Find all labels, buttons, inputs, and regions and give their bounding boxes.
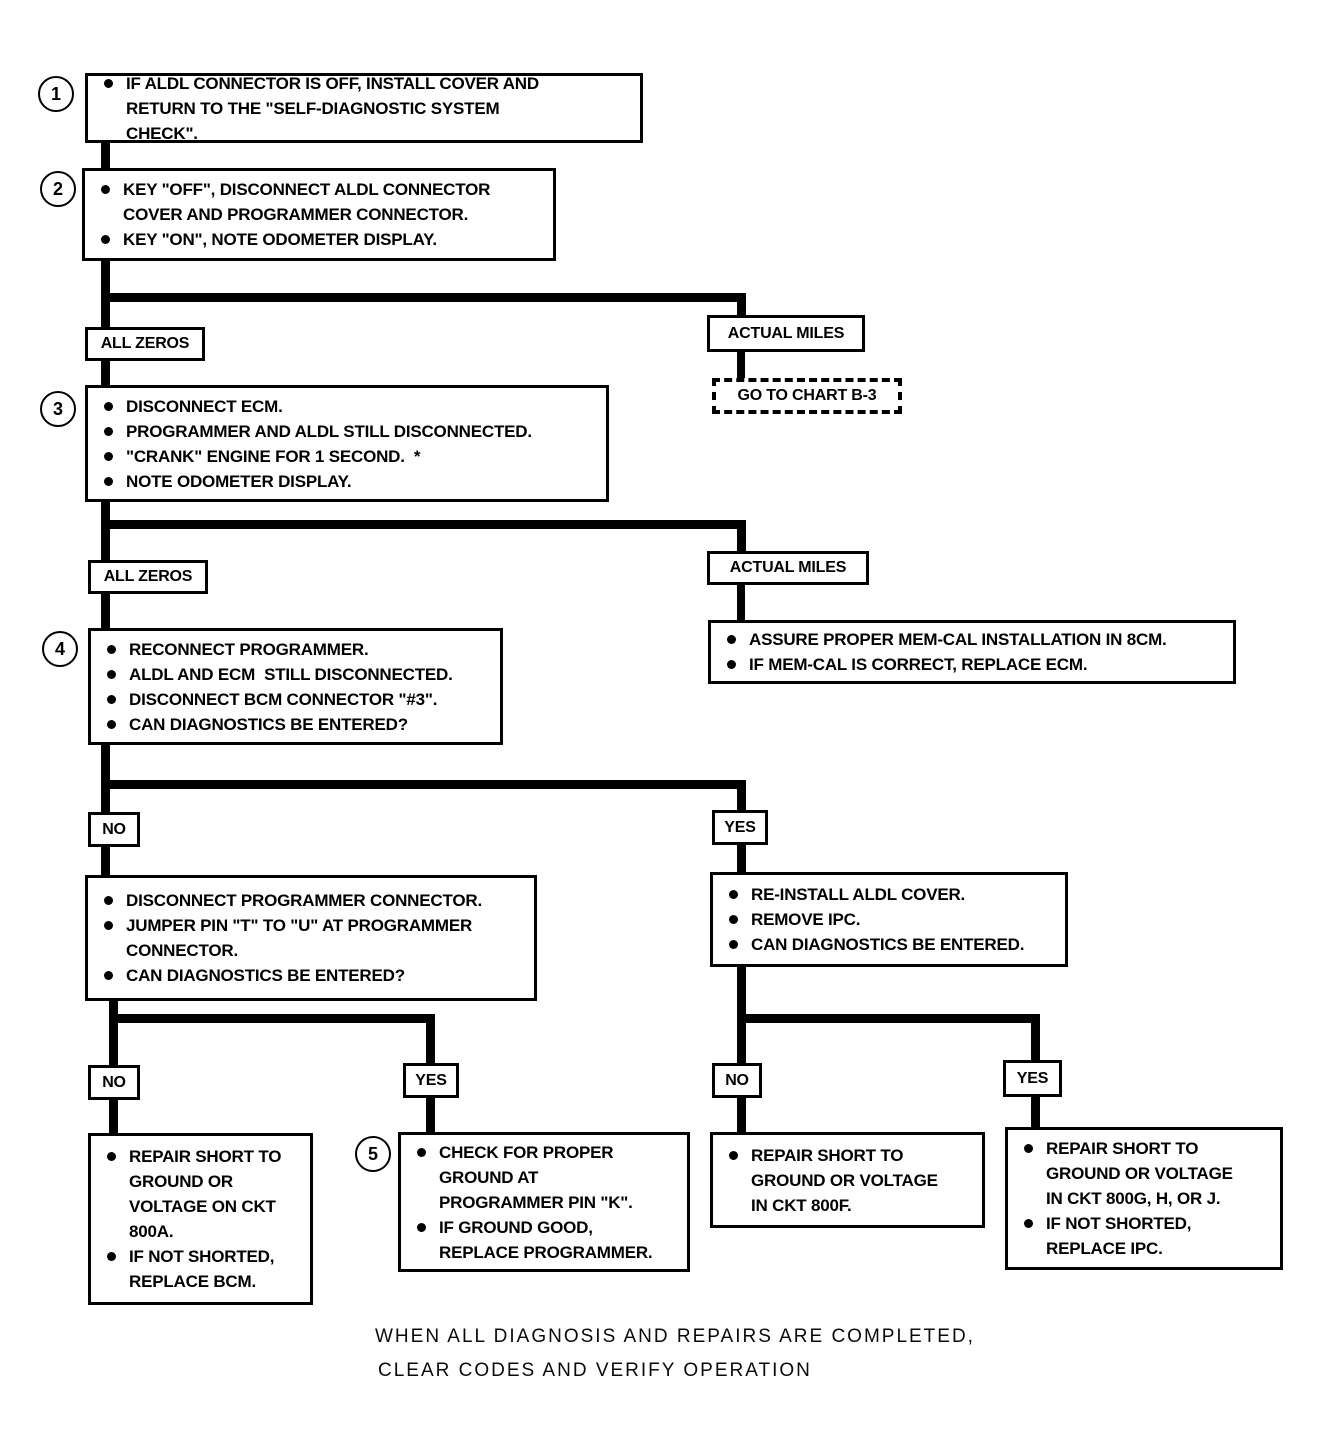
bullet-icon [101,185,110,194]
reinstall-box [710,872,1068,967]
bullet-icon [104,477,113,486]
reinstall-text: CAN DIAGNOSTICS BE ENTERED. [751,935,1025,954]
bullet-icon [104,452,113,461]
connector-line [1031,1096,1040,1128]
connector-line [101,846,110,876]
bullet-icon [729,915,738,924]
branch3-no-label: NO [88,812,140,847]
step5-box [398,1132,690,1272]
footer-note-line1: WHEN ALL DIAGNOSIS AND REPAIRS ARE COMPLETED, [375,1326,975,1347]
branch5-no-label: NO [712,1063,762,1098]
step4-box [88,628,503,745]
step3-text: DISCONNECT ECM. [126,396,283,416]
bullet-icon [1024,1219,1033,1228]
bullet-icon [104,896,113,905]
step-number-1: 1 [38,76,74,112]
goto-chart-b3-box: GO TO CHART B-3 [712,378,902,414]
step-number-4: 4 [42,631,78,667]
repair-800f-box [710,1132,985,1228]
connector-line [737,1014,1040,1023]
connector-line [1031,1014,1040,1061]
repair-800g-box [1005,1127,1283,1270]
jumper-text: JUMPER PIN "T" TO "U" AT PROGRAMMER CONNECTOR. [126,916,477,960]
connector-line [101,360,110,387]
bullet-icon [107,1252,116,1261]
step4-text: CAN DIAGNOSTICS BE ENTERED? [129,714,408,734]
connector-line [101,744,110,814]
bullet-icon [104,921,113,930]
bullet-icon [729,890,738,899]
connector-line [109,1000,118,1066]
repair-800a-text: IF NOT SHORTED, REPLACE BCM. [129,1247,279,1291]
branch3-yes-label: YES [712,810,768,845]
branch1-all-zeros-label: ALL ZEROS [85,327,205,361]
repair-800f-text: REPAIR SHORT TO GROUND OR VOLTAGE IN CKT 800F. [751,1145,943,1215]
step4-text: DISCONNECT BCM CONNECTOR "#3". [129,689,438,709]
bullet-icon [107,670,116,679]
step3-text: NOTE ODOMETER DISPLAY. [126,471,352,491]
connector-line [109,1099,118,1134]
jumper-text: DISCONNECT PROGRAMMER CONNECTOR. [126,891,482,910]
step2-box [82,168,556,261]
step-number-2: 2 [40,171,76,207]
step4-text: ALDL AND ECM STILL DISCONNECTED. [129,664,453,684]
connector-line [737,520,746,553]
connector-line [101,593,110,629]
bullet-icon [417,1148,426,1157]
step3-text: "CRANK" ENGINE FOR 1 SECOND. * [126,446,421,466]
repair-800a-box [88,1133,313,1305]
step5-text: IF GROUND GOOD, REPLACE PROGRAMMER. [439,1217,653,1262]
repair-800a-text: REPAIR SHORT TO GROUND OR VOLTAGE ON CKT 800A. [129,1147,286,1241]
reinstall-text: REMOVE IPC. [751,910,861,929]
bullet-icon [727,635,736,644]
bullet-icon [417,1223,426,1232]
connector-line [109,1014,435,1023]
step2-text: KEY "OFF", DISCONNECT ALDL CONNECTOR COVER AND PROGRAMMER CONNECTOR. [123,180,495,224]
repair-800g-text: IF NOT SHORTED, REPLACE IPC. [1046,1214,1196,1258]
step3-box [85,385,609,502]
branch4-no-label: NO [88,1065,140,1100]
step5-text: CHECK FOR PROPER GROUND AT PROGRAMMER PIN "K". [439,1142,633,1212]
bullet-icon [727,660,736,669]
connector-line [737,844,746,873]
step1-box [85,73,643,143]
step-number-3: 3 [40,391,76,427]
branch2-all-zeros-label: ALL ZEROS [88,560,208,594]
step2-text: KEY "ON", NOTE ODOMETER DISPLAY. [123,230,437,249]
connector-line [737,780,746,811]
branch5-yes-label: YES [1003,1060,1062,1097]
memcal-text: IF MEM-CAL IS CORRECT, REPLACE ECM. [749,655,1088,674]
bullet-icon [104,427,113,436]
connector-line [737,1097,746,1133]
bullet-icon [101,235,110,244]
footer-note-line2: CLEAR CODES AND VERIFY OPERATION [378,1360,812,1381]
memcal-text: ASSURE PROPER MEM-CAL INSTALLATION IN 8CM. [749,630,1167,649]
connector-line [426,1097,435,1133]
reinstall-text: RE-INSTALL ALDL COVER. [751,885,966,904]
connector-line [101,520,746,529]
connector-line [101,141,110,171]
bullet-icon [107,645,116,654]
connector-line [101,780,746,789]
bullet-icon [729,1151,738,1160]
bullet-icon [104,79,113,88]
bullet-icon [104,402,113,411]
connector-line [101,500,110,562]
repair-800g-text: REPAIR SHORT TO GROUND OR VOLTAGE IN CKT 800G, H, OR J. [1046,1139,1238,1208]
branch1-actual-miles-label: ACTUAL MILES [707,315,865,352]
memcal-box [708,620,1236,684]
step-number-5: 5 [355,1136,391,1172]
connector-line [426,1014,435,1064]
step3-text: PROGRAMMER AND ALDL STILL DISCONNECTED. [126,421,532,441]
bullet-icon [1024,1144,1033,1153]
branch2-actual-miles-label: ACTUAL MILES [707,551,869,585]
bullet-icon [107,1152,116,1161]
connector-line [737,585,745,621]
jumper-text: CAN DIAGNOSTICS BE ENTERED? [126,966,405,985]
bullet-icon [107,720,116,729]
connector-line [737,352,745,379]
bullet-icon [107,695,116,704]
bullet-icon [104,971,113,980]
bullet-icon [729,940,738,949]
step4-text: RECONNECT PROGRAMMER. [129,639,369,659]
connector-line [101,293,746,302]
branch4-yes-label: YES [403,1063,459,1098]
jumper-box [85,875,537,1001]
step1-text: IF ALDL CONNECTOR IS OFF, INSTALL COVER AND RETURN TO THE "SELF-DIAGNOSTIC SYSTEM CHECK". [126,73,544,143]
